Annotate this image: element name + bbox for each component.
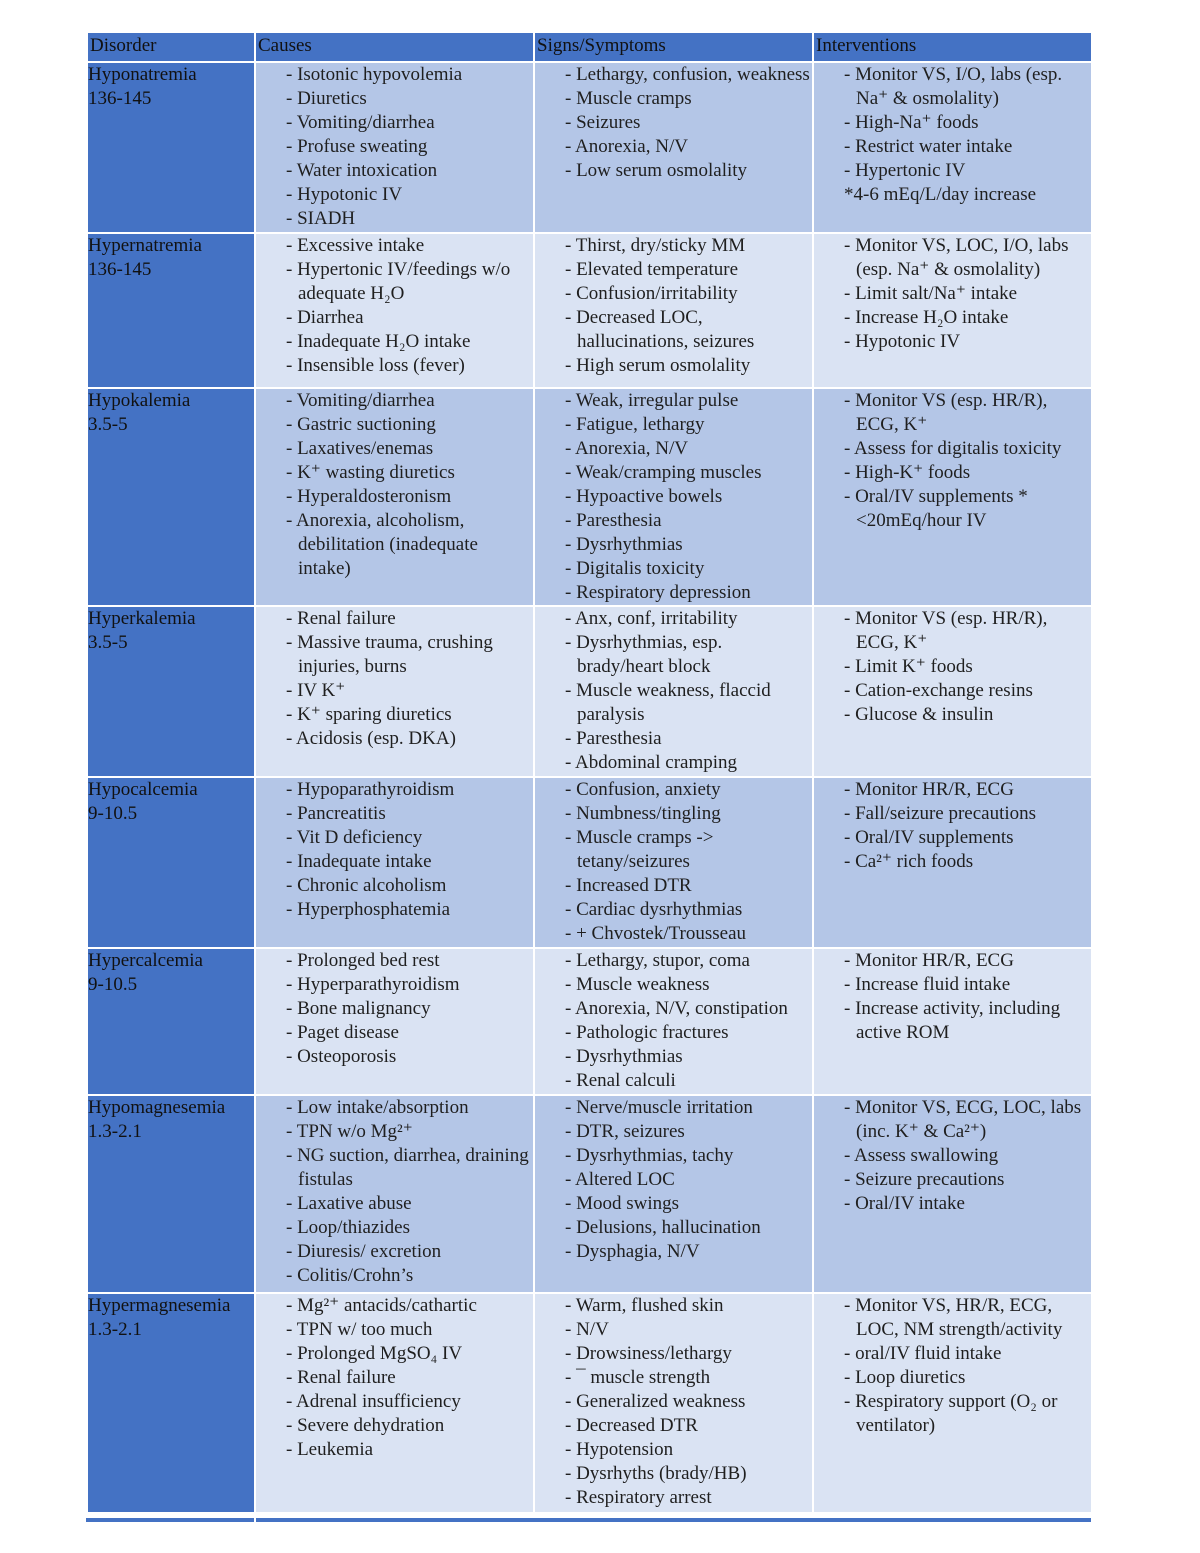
list-item: - Delusions, hallucination bbox=[565, 1217, 761, 1238]
signs-list bbox=[535, 63, 812, 183]
list-item: - Bone malignancy bbox=[286, 998, 431, 1019]
causes-list bbox=[256, 389, 533, 581]
list-item: - Severe dehydration bbox=[286, 1415, 445, 1436]
list-item: - Leukemia bbox=[286, 1439, 374, 1460]
signs-cell bbox=[534, 233, 813, 388]
table-row bbox=[87, 1293, 1092, 1513]
list-item: - Anorexia, N/V bbox=[565, 438, 688, 459]
list-item: - K⁺ wasting diuretics bbox=[286, 462, 455, 483]
list-item: - High serum osmolality bbox=[565, 355, 751, 376]
list-item: - Low serum osmolality bbox=[565, 160, 748, 181]
normal-range: 3.5-5 bbox=[88, 414, 128, 435]
signs-list bbox=[535, 607, 812, 775]
header-interventions: Interventions bbox=[813, 33, 1092, 62]
disorder-cell bbox=[87, 233, 255, 388]
causes-cell bbox=[255, 233, 534, 388]
disorder-name: Hypokalemia bbox=[88, 390, 191, 411]
signs-cell bbox=[534, 948, 813, 1095]
list-item: - Assess for digitalis toxicity bbox=[844, 438, 1062, 459]
list-item: - Digitalis toxicity bbox=[565, 558, 705, 579]
list-item: - Renal failure bbox=[286, 1367, 396, 1388]
signs-cell bbox=[534, 62, 813, 233]
electrolyte-disorders-table bbox=[86, 33, 1093, 1514]
list-item: - Muscle weakness, flaccid paralysis bbox=[565, 680, 771, 725]
list-item: - Lethargy, confusion, weakness bbox=[565, 64, 810, 85]
list-item: - Decreased DTR bbox=[565, 1415, 698, 1436]
signs-cell bbox=[534, 777, 813, 948]
list-item: - Increase activity, including active ROM bbox=[844, 998, 1061, 1043]
list-item: - Warm, flushed skin bbox=[565, 1295, 724, 1316]
list-item: - Oral/IV supplements bbox=[844, 827, 1014, 848]
list-item: - + Chvostek/Trousseau bbox=[565, 923, 747, 944]
list-item: - N/V bbox=[565, 1319, 609, 1340]
list-item: - Lethargy, stupor, coma bbox=[565, 950, 750, 971]
list-item: - Mg²⁺ antacids/cathartic bbox=[286, 1295, 477, 1316]
list-item: - Chronic alcoholism bbox=[286, 875, 447, 896]
list-item: - Anorexia, N/V, constipation bbox=[565, 998, 788, 1019]
list-item: - NG suction, diarrhea, draining fistulas bbox=[286, 1145, 529, 1190]
list-item: - Prolonged bed rest bbox=[286, 950, 440, 971]
disorder-name: Hypercalcemia bbox=[88, 950, 203, 971]
list-item: - Increase H₂O intake bbox=[844, 307, 1009, 328]
disorder-cell bbox=[87, 62, 255, 233]
list-item: - Limit K⁺ foods bbox=[844, 656, 973, 677]
list-item: - Diarrhea bbox=[286, 307, 364, 328]
causes-list bbox=[256, 63, 533, 231]
disorder-cell bbox=[87, 1095, 255, 1293]
list-item: - Renal failure bbox=[286, 608, 396, 629]
list-item: - Altered LOC bbox=[565, 1169, 675, 1190]
signs-list bbox=[535, 778, 812, 946]
signs-list bbox=[535, 234, 812, 378]
list-item: - Increased DTR bbox=[565, 875, 692, 896]
list-item: - Prolonged MgSO₄ IV bbox=[286, 1343, 463, 1364]
header-row bbox=[87, 33, 1092, 62]
list-item: - Seizures bbox=[565, 112, 641, 133]
list-item: - High-K⁺ foods bbox=[844, 462, 971, 483]
list-item: - Laxatives/enemas bbox=[286, 438, 434, 459]
list-item: - Monitor VS, HR/R, ECG, LOC, NM strength/activity bbox=[844, 1295, 1063, 1340]
disorder-cell bbox=[87, 388, 255, 606]
interventions-list bbox=[814, 63, 1091, 207]
list-item: - Respiratory support (O₂ or ventilator) bbox=[844, 1391, 1058, 1436]
list-item: - Diuretics bbox=[286, 88, 367, 109]
list-item: - ¯ muscle strength bbox=[565, 1367, 711, 1388]
list-item: - High-Na⁺ foods bbox=[844, 112, 979, 133]
list-item: - Respiratory arrest bbox=[565, 1487, 712, 1508]
list-item: - Hypertonic IV bbox=[844, 160, 966, 181]
list-item: - Elevated temperature bbox=[565, 259, 739, 280]
list-item: - Monitor VS, LOC, I/O, labs (esp. Na⁺ & osmolality) bbox=[844, 235, 1069, 280]
list-item: - Osteoporosis bbox=[286, 1046, 397, 1067]
list-item: - Confusion, anxiety bbox=[565, 779, 721, 800]
list-item: - Massive trauma, crushing injuries, burns bbox=[286, 632, 493, 677]
interventions-cell bbox=[813, 948, 1092, 1095]
signs-cell bbox=[534, 606, 813, 777]
disorder-name: Hypomagnesemia bbox=[88, 1097, 226, 1118]
list-item: - Vit D deficiency bbox=[286, 827, 423, 848]
list-item: - Hyperparathyroidism bbox=[286, 974, 460, 995]
list-item: - K⁺ sparing diuretics bbox=[286, 704, 452, 725]
list-item: - Cation-exchange resins bbox=[844, 680, 1033, 701]
list-item: - Monitor HR/R, ECG bbox=[844, 950, 1014, 971]
causes-cell bbox=[255, 777, 534, 948]
disorder-name: Hypocalcemia bbox=[88, 779, 198, 800]
causes-list bbox=[256, 949, 533, 1069]
list-item: - Dysrhythmias, esp. brady/heart block bbox=[565, 632, 723, 677]
list-item: *4-6 mEq/L/day increase bbox=[844, 184, 1037, 205]
disorder-cell bbox=[87, 948, 255, 1095]
list-item: - Gastric suctioning bbox=[286, 414, 436, 435]
list-item: - Anorexia, N/V bbox=[565, 136, 688, 157]
normal-range: 1.3-2.1 bbox=[88, 1319, 142, 1340]
interventions-list bbox=[814, 949, 1091, 1045]
causes-list bbox=[256, 1294, 533, 1462]
list-item: - Thirst, dry/sticky MM bbox=[565, 235, 746, 256]
interventions-list bbox=[814, 1096, 1091, 1216]
list-item: - Monitor VS, ECG, LOC, labs (inc. K⁺ & Ca²⁺) bbox=[844, 1097, 1082, 1142]
list-item: - Monitor VS, I/O, labs (esp. Na⁺ & osmolality) bbox=[844, 64, 1063, 109]
list-item: - Muscle weakness bbox=[565, 974, 710, 995]
list-item: - Confusion/irritability bbox=[565, 283, 738, 304]
list-item: - Increase fluid intake bbox=[844, 974, 1011, 995]
list-item: - Renal calculi bbox=[565, 1070, 676, 1091]
list-item: - Hypotension bbox=[565, 1439, 674, 1460]
list-item: - Loop diuretics bbox=[844, 1367, 966, 1388]
normal-range: 136-145 bbox=[88, 259, 152, 280]
list-item: - Limit salt/Na⁺ intake bbox=[844, 283, 1018, 304]
table-row bbox=[87, 388, 1092, 606]
signs-cell bbox=[534, 388, 813, 606]
list-item: - Drowsiness/lethargy bbox=[565, 1343, 732, 1364]
list-item: - Hypoactive bowels bbox=[565, 486, 723, 507]
list-item: - Pancreatitis bbox=[286, 803, 386, 824]
list-item: - oral/IV fluid intake bbox=[844, 1343, 1002, 1364]
list-item: - Dysrhythmias bbox=[565, 534, 683, 555]
list-item: - Respiratory depression bbox=[565, 582, 751, 603]
list-item: - Diuresis/ excretion bbox=[286, 1241, 442, 1262]
disorder-name: Hyponatremia bbox=[88, 64, 197, 85]
list-item: - Dysrhyths (brady/HB) bbox=[565, 1463, 747, 1484]
interventions-cell bbox=[813, 233, 1092, 388]
list-item: - Anorexia, alcoholism, debilitation (inadequate intake) bbox=[286, 510, 478, 579]
interventions-list bbox=[814, 1294, 1091, 1438]
disorder-cell bbox=[87, 606, 255, 777]
interventions-cell bbox=[813, 62, 1092, 233]
list-item: - Glucose & insulin bbox=[844, 704, 994, 725]
list-item: - Hypotonic IV bbox=[844, 331, 961, 352]
normal-range: 1.3-2.1 bbox=[88, 1121, 142, 1142]
list-item: - Colitis/Crohn’s bbox=[286, 1265, 414, 1286]
table-row bbox=[87, 1095, 1092, 1293]
list-item: - Assess swallowing bbox=[844, 1145, 999, 1166]
list-item: - Water intoxication bbox=[286, 160, 438, 181]
causes-cell bbox=[255, 388, 534, 606]
causes-list bbox=[256, 1096, 533, 1288]
list-item: - Muscle cramps bbox=[565, 88, 692, 109]
causes-cell bbox=[255, 62, 534, 233]
interventions-list bbox=[814, 778, 1091, 874]
signs-list bbox=[535, 949, 812, 1093]
list-item: - Generalized weakness bbox=[565, 1391, 746, 1412]
list-item: - Profuse sweating bbox=[286, 136, 428, 157]
causes-cell bbox=[255, 606, 534, 777]
causes-list bbox=[256, 607, 533, 751]
list-item: - Hyperaldosteronism bbox=[286, 486, 452, 507]
list-item: - Laxative abuse bbox=[286, 1193, 412, 1214]
interventions-list bbox=[814, 234, 1091, 354]
list-item: - Restrict water intake bbox=[844, 136, 1013, 157]
list-item: - Inadequate intake bbox=[286, 851, 432, 872]
causes-cell bbox=[255, 1095, 534, 1293]
list-item: - Anx, conf, irritability bbox=[565, 608, 738, 629]
list-item: - Fall/seizure precautions bbox=[844, 803, 1037, 824]
signs-cell bbox=[534, 1293, 813, 1513]
list-item: - Isotonic hypovolemia bbox=[286, 64, 463, 85]
disorder-name: Hypermagnesemia bbox=[88, 1295, 231, 1316]
header-causes: Causes bbox=[255, 33, 534, 62]
header-disorder: Disorder bbox=[87, 33, 255, 62]
list-item: - Dysrhythmias bbox=[565, 1046, 683, 1067]
causes-list bbox=[256, 778, 533, 922]
list-item: - Oral/IV supplements *<20mEq/hour IV bbox=[844, 486, 1028, 531]
list-item: - Weak/cramping muscles bbox=[565, 462, 762, 483]
list-item: - Low intake/absorption bbox=[286, 1097, 469, 1118]
list-item: - TPN w/ too much bbox=[286, 1319, 433, 1340]
disorder-name: Hypernatremia bbox=[88, 235, 202, 256]
list-item: - Hypotonic IV bbox=[286, 184, 403, 205]
normal-range: 136-145 bbox=[88, 88, 152, 109]
normal-range: 9-10.5 bbox=[88, 974, 138, 995]
list-item: - Ca²⁺ rich foods bbox=[844, 851, 974, 872]
list-item: - Hyperphosphatemia bbox=[286, 899, 451, 920]
disorder-cell bbox=[87, 1293, 255, 1513]
list-item: - Monitor VS (esp. HR/R), ECG, K⁺ bbox=[844, 390, 1048, 435]
list-item: - Fatigue, lethargy bbox=[565, 414, 705, 435]
header-signs-symptoms: Signs/Symptoms bbox=[534, 33, 813, 62]
interventions-list bbox=[814, 607, 1091, 727]
table-row bbox=[87, 948, 1092, 1095]
list-item: - Excessive intake bbox=[286, 235, 425, 256]
interventions-cell bbox=[813, 388, 1092, 606]
list-item: - Mood swings bbox=[565, 1193, 680, 1214]
table-row bbox=[87, 233, 1092, 388]
list-item: - Oral/IV intake bbox=[844, 1193, 965, 1214]
list-item: - Acidosis (esp. DKA) bbox=[286, 728, 456, 749]
table-row bbox=[87, 62, 1092, 233]
list-item: - Decreased LOC, hallucinations, seizures bbox=[565, 307, 755, 352]
interventions-cell bbox=[813, 606, 1092, 777]
signs-list bbox=[535, 1294, 812, 1510]
list-item: - Paget disease bbox=[286, 1022, 399, 1043]
causes-cell bbox=[255, 1293, 534, 1513]
list-item: - Vomiting/diarrhea bbox=[286, 112, 435, 133]
list-item: - Paresthesia bbox=[565, 728, 662, 749]
interventions-cell bbox=[813, 777, 1092, 948]
list-item: - Dysphagia, N/V bbox=[565, 1241, 700, 1262]
interventions-cell bbox=[813, 1293, 1092, 1513]
disorder-cell bbox=[87, 777, 255, 948]
list-item: - Numbness/tingling bbox=[565, 803, 721, 824]
list-item: - SIADH bbox=[286, 208, 356, 229]
list-item: - Adrenal insufficiency bbox=[286, 1391, 461, 1412]
list-item: - Nerve/muscle irritation bbox=[565, 1097, 753, 1118]
interventions-list bbox=[814, 389, 1091, 533]
normal-range: 3.5-5 bbox=[88, 632, 128, 653]
causes-cell bbox=[255, 948, 534, 1095]
disorder-name: Hyperkalemia bbox=[88, 608, 196, 629]
list-item: - Paresthesia bbox=[565, 510, 662, 531]
list-item: - TPN w/o Mg²⁺ bbox=[286, 1121, 413, 1142]
list-item: - DTR, seizures bbox=[565, 1121, 685, 1142]
list-item: - Hypoparathyroidism bbox=[286, 779, 455, 800]
list-item: - Dysrhythmias, tachy bbox=[565, 1145, 734, 1166]
list-item: - Abdominal cramping bbox=[565, 752, 738, 773]
list-item: - Seizure precautions bbox=[844, 1169, 1005, 1190]
list-item: - Monitor HR/R, ECG bbox=[844, 779, 1014, 800]
table-row bbox=[87, 606, 1092, 777]
list-item: - Weak, irregular pulse bbox=[565, 390, 739, 411]
table-row bbox=[87, 777, 1092, 948]
list-item: - Vomiting/diarrhea bbox=[286, 390, 435, 411]
list-item: - Cardiac dysrhythmias bbox=[565, 899, 743, 920]
list-item: - Pathologic fractures bbox=[565, 1022, 729, 1043]
signs-cell bbox=[534, 1095, 813, 1293]
normal-range: 9-10.5 bbox=[88, 803, 138, 824]
causes-list bbox=[256, 234, 533, 378]
signs-list bbox=[535, 389, 812, 605]
list-item: - Loop/thiazides bbox=[286, 1217, 410, 1238]
table-bottom-border bbox=[86, 1518, 1091, 1522]
list-item: - Insensible loss (fever) bbox=[286, 355, 465, 376]
list-item: - Muscle cramps -> tetany/seizures bbox=[565, 827, 714, 872]
signs-list bbox=[535, 1096, 812, 1264]
list-item: - Inadequate H₂O intake bbox=[286, 331, 471, 352]
interventions-cell bbox=[813, 1095, 1092, 1293]
list-item: - Hypertonic IV/feedings w/o adequate H₂O bbox=[286, 259, 511, 304]
list-item: - Monitor VS (esp. HR/R), ECG, K⁺ bbox=[844, 608, 1048, 653]
list-item: - IV K⁺ bbox=[286, 680, 346, 701]
